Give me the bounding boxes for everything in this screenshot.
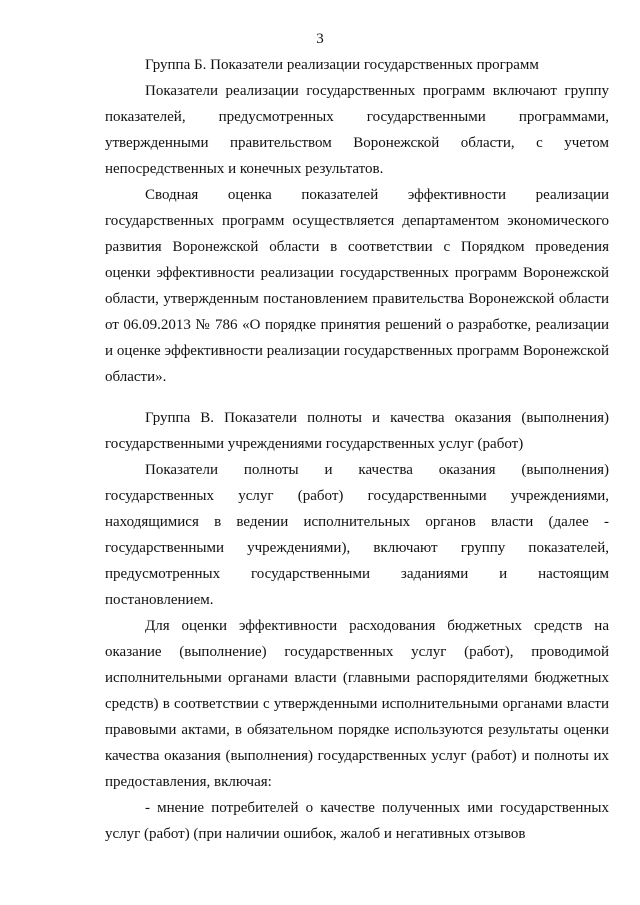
group-v-paragraph-3: - мнение потребителей о качестве полученных ими государственных услуг (работ) (при наличии ошибок, жалоб и негативных отзывов — [105, 800, 609, 842]
group-v-paragraph-1: Показатели полноты и качества оказания (выполнения) государственных услуг (работ) государственными учреждениями, находящимися в ведении исполнительных органов власти (далее - государственными учреждениями), включают группу показателей, предусмотренных государственными заданиями и настоящим постановлением. — [105, 462, 609, 608]
group-v-paragraph-2: Для оценки эффективности расходования бюджетных средств на оказание (выполнение) государственных услуг (работ), проводимой исполнительными органами власти (главными распорядителями бюджетных средств) в соответствии с утвержденными исполнительными органами власти правовыми актами, в обязательном порядке используются результаты оценки качества оказания (выполнения) государственных услуг (работ) и полноты их предоставления, включая: — [105, 618, 609, 790]
group-v-section — [105, 405, 609, 847]
group-b-section — [105, 52, 609, 390]
page-number: 3 — [316, 31, 324, 47]
group-b-heading: Группа Б. Показатели реализации государственных программ — [145, 57, 539, 73]
group-b-paragraph-1: Показатели реализации государственных программ включают группу показателей, предусмотренных государственными программами, утвержденными правительством Воронежской области, с учетом непосредственных и конечных результатов. — [105, 83, 609, 177]
group-b-paragraph-2: Сводная оценка показателей эффективности реализации государственных программ осуществляется департаментом экономического развития Воронежской области в соответствии с Порядком проведения оценки эффективности реализации государственных программ Воронежской области, утвержденным постановлением правительства Воронежской области от 06.09.2013 № 786 «О порядке принятия решений о разработке, реализации и оценке эффективности реализации государственных программ Воронежской области». — [105, 187, 609, 385]
group-v-heading: Группа В. Показатели полноты и качества оказания (выполнения) государственными учреждениями государственных услуг (работ) — [105, 410, 609, 452]
